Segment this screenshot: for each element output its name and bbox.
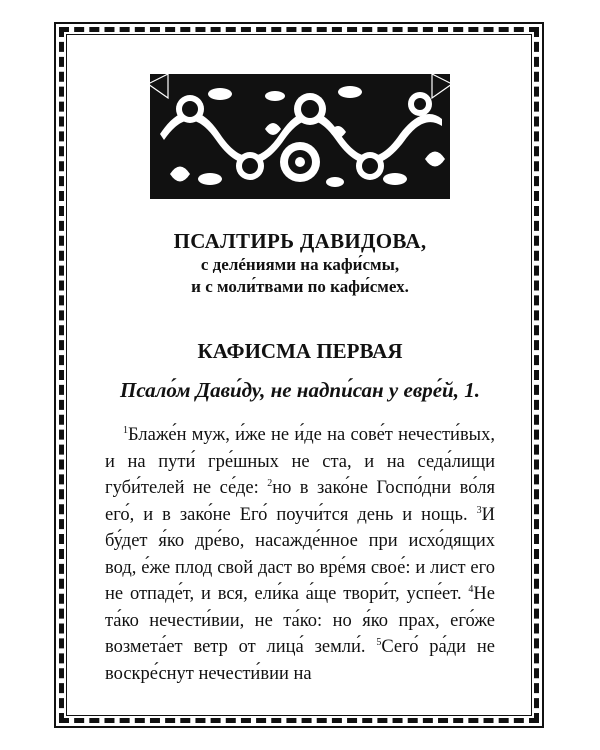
- verse-number: 1: [123, 424, 128, 436]
- verse-text: Не та́ко нечести́вии, не та́ко: но я́ко прах, его́же возмета́ет ветр от лица́ земли́.: [105, 584, 495, 657]
- subtitle-line-1: с делéниями на кафи́смы,: [200, 255, 400, 274]
- verse-text: И бу́дет я́ко дре́во, насажде́нное при исхо́дящих вод, е́же плод свой даст во вре́мя свое́: и лист его не отпаде́т, и вся, ели́ка а́ще твори́т, успе́ет.: [105, 504, 495, 604]
- psalm-body: [105, 422, 495, 687]
- verse-text: Блаже́н муж, и́же не и́де на сове́т нечести́вых, и на пути́ гре́шных не ста, и на седа́лищи губи́телей не се́де:: [105, 425, 495, 498]
- book-heading: [90, 228, 510, 298]
- psalm-heading: Псало́м Дави́ду, не надпи́сан у евре́й, 1.: [120, 378, 480, 402]
- verse-number: 2: [267, 477, 273, 489]
- verse-number: 5: [376, 636, 382, 648]
- verse-text: но в зако́не Госпо́дни во́ля его́, и в зако́не Его́ поучи́тся день и нощь.: [105, 478, 495, 525]
- page-title: ПСАЛТИРЬ ДАВИДОВА,: [173, 229, 427, 253]
- floral-headpiece-icon: [150, 74, 450, 199]
- subtitle-line-2: и с моли́твами по кафи́смех.: [191, 277, 409, 296]
- verse-text: Сего́ ра́ди не воскре́снут нечести́вии на: [105, 637, 495, 684]
- verse-number: 4: [468, 583, 474, 595]
- section-heading: КАФИСМА ПЕРВАЯ: [197, 339, 403, 363]
- verse-number: 3: [476, 504, 482, 516]
